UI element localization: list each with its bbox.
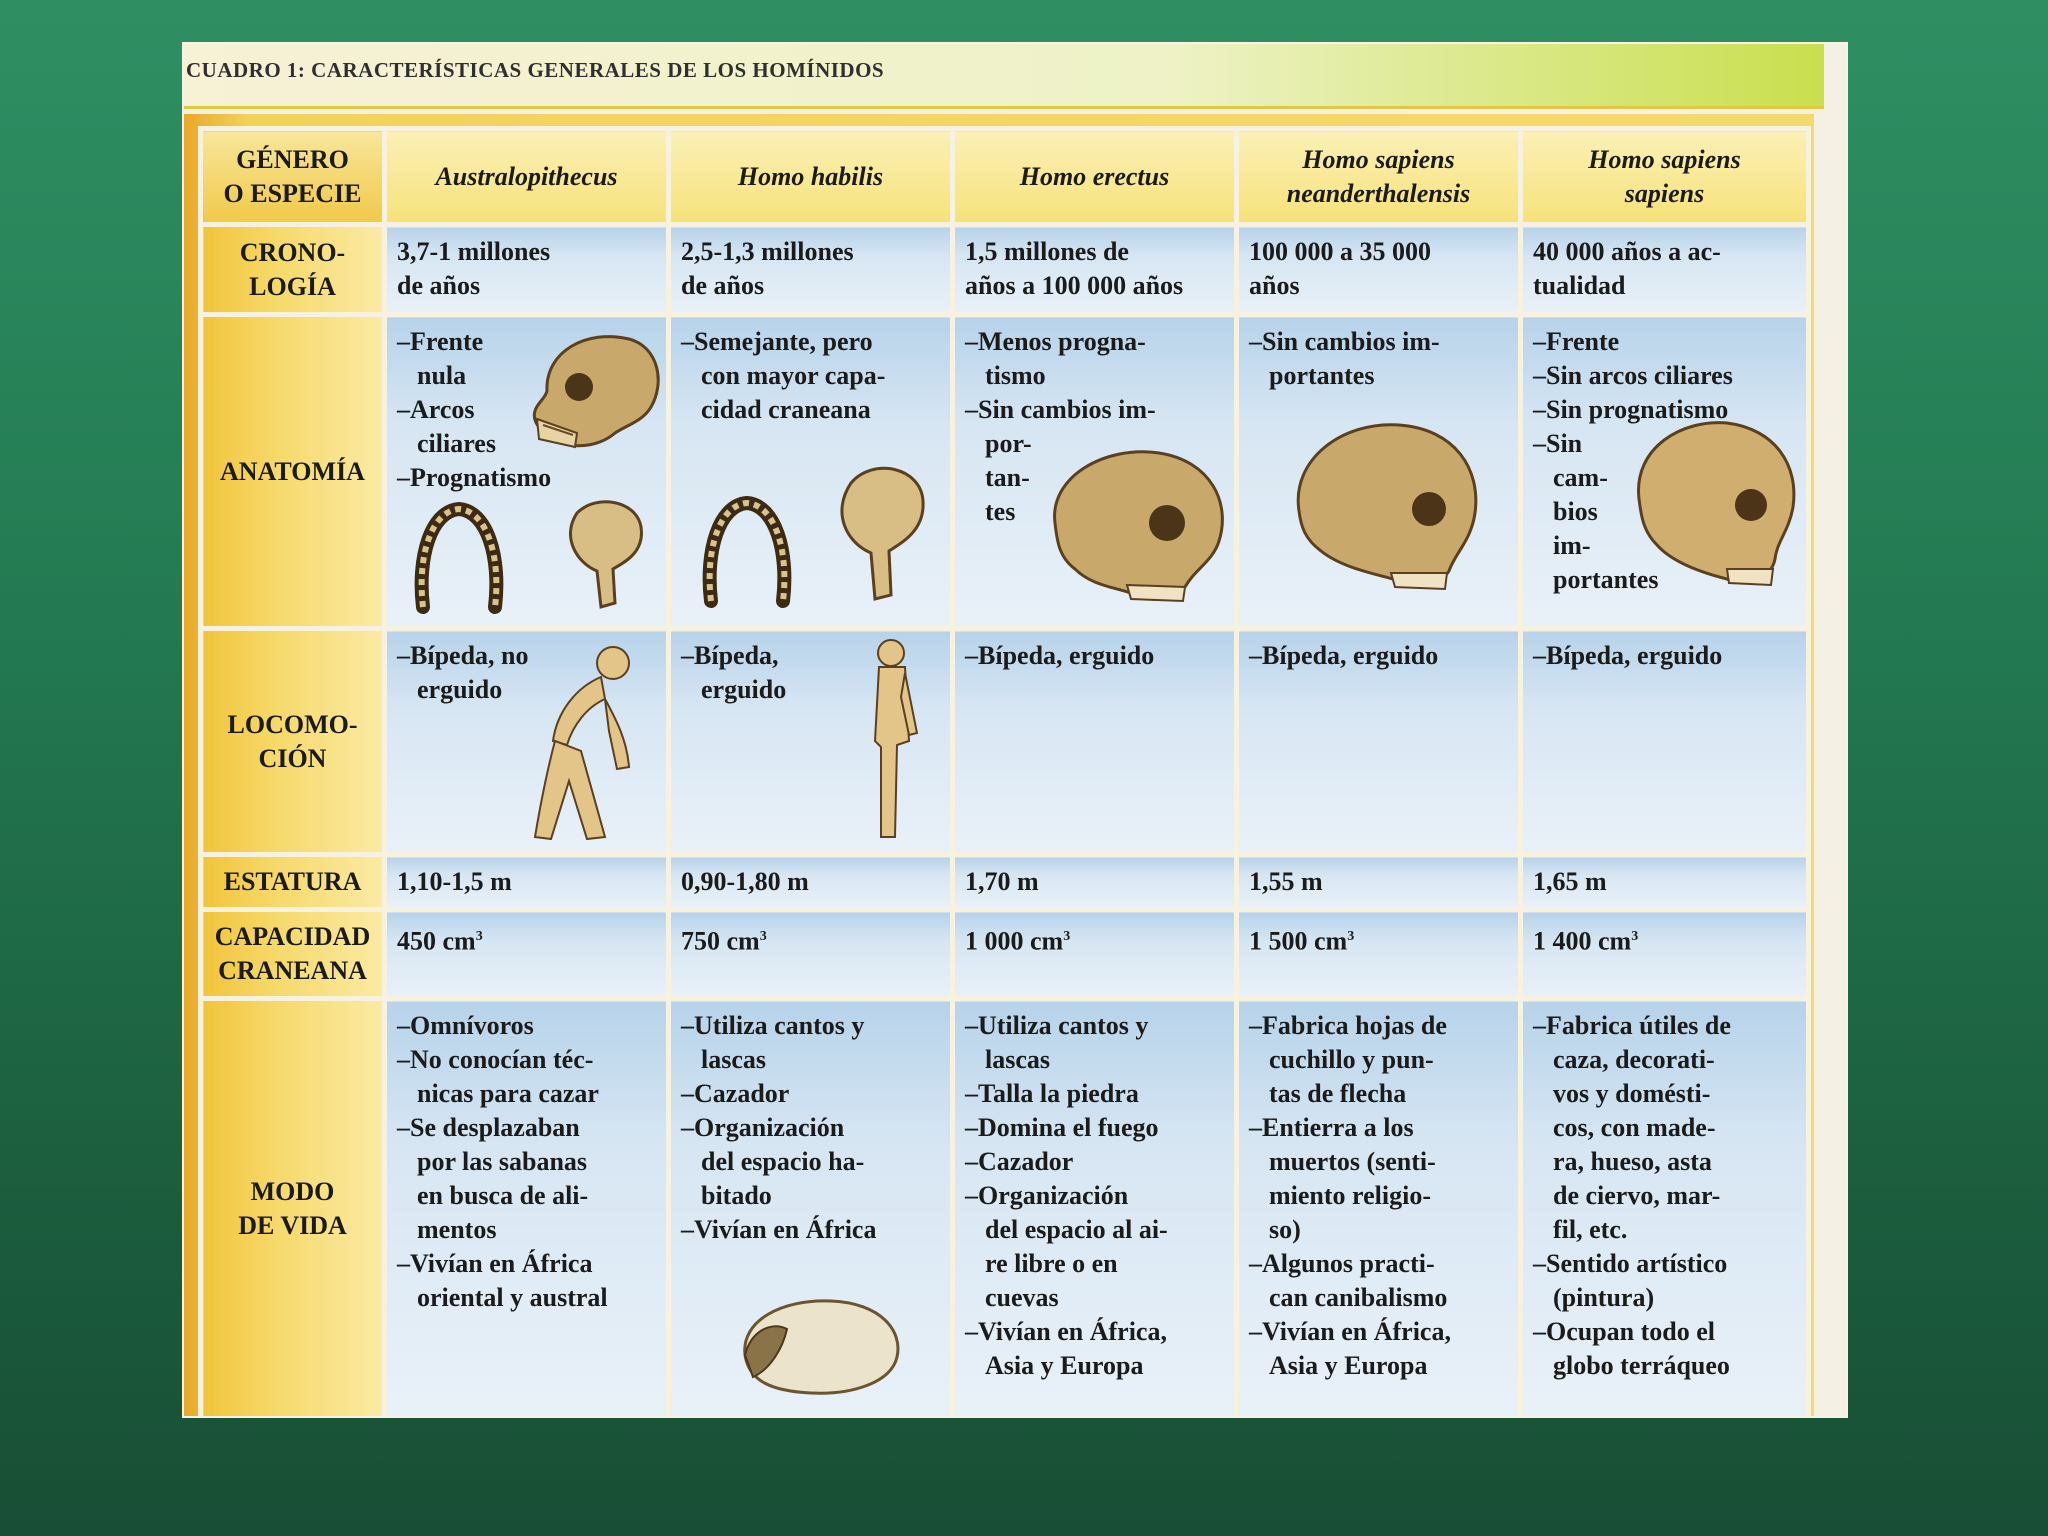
stature-homo-habilis: 0,90-1,80 m — [669, 855, 953, 910]
table-title: CUADRO 1: CARACTERÍSTICAS GENERALES DE LOS HOMÍNIDOS — [186, 58, 885, 82]
stature-australopithecus: 1,10-1,5 m — [385, 855, 669, 910]
upright-hominid-figure-icon — [851, 637, 941, 849]
row-genus — [201, 129, 1809, 225]
cranial-homo-habilis: 750 $cm^3$ — [669, 910, 953, 999]
locomotion-australopithecus: –Bípeda, no erguido — [385, 629, 669, 855]
anatomy-australopithecus: –Frente nula –Arcos ciliares –Prognatismo — [385, 315, 669, 629]
chronology-sapiens-sapiens: 40 000 años a ac- tualidad — [1521, 225, 1809, 315]
row-header-locomotion: LOCOMO- CIÓN — [201, 629, 385, 855]
species-name-homo-habilis: Homo habilis — [669, 129, 953, 225]
chronology-australopithecus: 3,7-1 millones de años — [385, 225, 669, 315]
lifestyle-neanderthalensis: –Fabrica hojas de cuchillo y pun- tas de flecha –Entierra a los muertos (senti- miento religio- so) –Algunos practi- can canibalismo –Vivían en África, Asia y Europa — [1237, 999, 1521, 1417]
species-name-sapiens-sapiens: Homo sapiens sapiens — [1521, 129, 1809, 225]
row-header-cranial: CAPACIDAD CRANEANA — [201, 910, 385, 999]
locomotion-homo-habilis: –Bípeda, erguido — [669, 629, 953, 855]
hominid-table — [198, 126, 1811, 1416]
lifestyle-sapiens-sapiens: –Fabrica útiles de caza, decorati- vos y domésti- cos, con made- ra, hueso, asta de ciervo, mar- fil, etc. –Sentido artístico (pintura) –Ocupan todo el globo terráqueo — [1521, 999, 1809, 1417]
title-strip — [184, 44, 1824, 109]
lifestyle-homo-habilis: –Utiliza cantos y lascas –Cazador –Organización del espacio ha- bitado –Vivían en África — [669, 999, 953, 1417]
row-anatomy — [201, 315, 1809, 629]
pelvis-icon — [557, 493, 647, 613]
row-chronology — [201, 225, 1809, 315]
species-name-homo-erectus: Homo erectus — [953, 129, 1237, 225]
chronology-homo-erectus: 1,5 millones de años a 100 000 años — [953, 225, 1237, 315]
stature-neanderthalensis: 1,55 m — [1237, 855, 1521, 910]
neanderthal-skull-icon — [1279, 413, 1489, 593]
cranial-homo-erectus: 1 000 $cm^3$ — [953, 910, 1237, 999]
cranial-sapiens-sapiens: 1 400 $cm^3$ — [1521, 910, 1809, 999]
species-name-australopithecus: Australopithecus — [385, 129, 669, 225]
row-cranial-capacity — [201, 910, 1809, 999]
cranial-australopithecus: 450 $cm^3$ — [385, 910, 669, 999]
row-header-lifestyle: MODO DE VIDA — [201, 999, 385, 1417]
chronology-neanderthalensis: 100 000 a 35 000 años — [1237, 225, 1521, 315]
row-header-genus: GÉNERO O ESPECIE — [201, 129, 385, 225]
locomotion-homo-erectus: –Bípeda, erguido — [953, 629, 1237, 855]
anatomy-neanderthalensis: –Sin cambios im- portantes — [1237, 315, 1521, 629]
row-locomotion — [201, 629, 1809, 855]
pelvis-icon — [829, 457, 929, 607]
species-name-neanderthalensis: Homo sapiens neanderthalensis — [1237, 129, 1521, 225]
row-header-chronology: CRONO- LOGÍA — [201, 225, 385, 315]
stooped-hominid-figure-icon — [517, 641, 657, 851]
stature-homo-erectus: 1,70 m — [953, 855, 1237, 910]
row-lifestyle — [201, 999, 1809, 1417]
row-header-anatomy: ANATOMÍA — [201, 315, 385, 629]
row-header-stature: ESTATURA — [201, 855, 385, 910]
stone-tool-icon — [731, 1291, 911, 1401]
lifestyle-homo-erectus: –Utiliza cantos y lascas –Talla la piedra –Domina el fuego –Cazador –Organización del espacio al ai- re libre o en cuevas –Vivían en África, Asia y Europa — [953, 999, 1237, 1417]
locomotion-sapiens-sapiens: –Bípeda, erguido — [1521, 629, 1809, 855]
slide-card — [184, 44, 1846, 1416]
erectus-skull-icon — [1035, 437, 1235, 607]
table-frame — [184, 114, 1814, 1416]
locomotion-neanderthalensis: –Bípeda, erguido — [1237, 629, 1521, 855]
jaw-icon — [697, 491, 797, 611]
lifestyle-australopithecus: –Omnívoros –No conocían téc- nicas para cazar –Se desplazaban por las sabanas en busca de ali- mentos –Vivían en África oriental y austral — [385, 999, 669, 1417]
stature-sapiens-sapiens: 1,65 m — [1521, 855, 1809, 910]
jaw-icon — [409, 497, 509, 617]
anatomy-sapiens-sapiens: –Frente –Sin arcos ciliares –Sin prognatismo –Sin cam- bios im- portantes — [1521, 315, 1809, 629]
cranial-neanderthalensis: 1 500 $cm^3$ — [1237, 910, 1521, 999]
row-stature — [201, 855, 1809, 910]
chronology-homo-habilis: 2,5-1,3 millones de años — [669, 225, 953, 315]
anatomy-homo-erectus: –Menos progna- tismo –Sin cambios im- por- tan- tes — [953, 315, 1237, 629]
ape-skull-icon — [517, 321, 667, 461]
sapiens-skull-icon — [1623, 413, 1803, 593]
anatomy-homo-habilis: –Semejante, pero con mayor capa- cidad craneana — [669, 315, 953, 629]
